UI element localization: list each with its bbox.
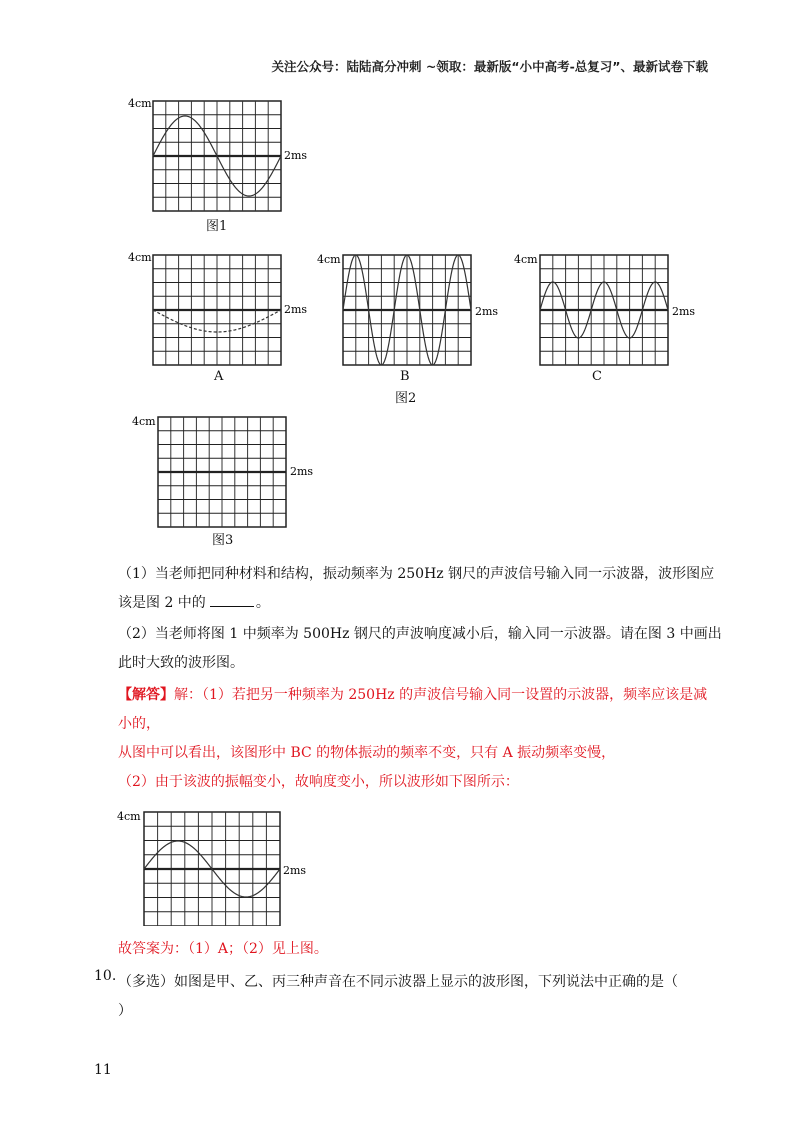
figure-2c-svg: [514, 251, 704, 369]
figure-2c-oscilloscope: [514, 251, 704, 369]
figure-2b-y-label: 4cm: [317, 253, 341, 266]
figure-2c-x-label: 2ms: [672, 305, 696, 318]
question-10-line-1: （多选）如图是甲、乙、丙三种声音在不同示波器上显示的波形图，下列说法中正确的是（: [118, 974, 678, 990]
figure-2a-y-label: 4cm: [128, 251, 152, 264]
figure-1-x-label: 2ms: [284, 149, 308, 162]
question-part-1-end: 。: [255, 595, 270, 611]
figure-2c-y-label: 4cm: [514, 253, 538, 266]
question-part-1-line-1: （1）当老师把同种材料和结构，振动频率为 250Hz 钢尺的声波信号输入同一示波器，波形图应: [118, 566, 715, 582]
figure-2b-caption: B: [400, 369, 410, 384]
figure-2a-oscilloscope: [128, 251, 318, 369]
figure-2a-caption: A: [214, 369, 224, 384]
figure-2-caption: 图2: [395, 391, 417, 406]
final-answer: 故答案为：（1）A；（2）见上图。: [118, 941, 328, 957]
answer-section: [118, 681, 728, 797]
figure-2a-svg: [128, 251, 318, 369]
figure-1-oscilloscope: [128, 97, 318, 215]
figure-2b-svg: [317, 251, 507, 369]
figure-3-x-label: 2ms: [290, 465, 314, 478]
question-part-2-line-2: 此时大致的波形图。: [118, 655, 244, 671]
answer-line-1-cont: 小的，: [118, 716, 160, 732]
answer-line-2: 从图中可以看出，该图形中 BC 的物体振动的频率不变，只有 A 振动频率变慢，: [118, 745, 616, 761]
figure-2b-x-label: 2ms: [475, 305, 499, 318]
figure-2a-x-label: 2ms: [284, 303, 308, 316]
question-10-line-2: ）: [118, 1003, 132, 1019]
question-part-2-line-1: （2）当老师将图 1 中频率为 500Hz 钢尺的声波响度减小后，输入同一示波器。请在图 3 中画出: [118, 626, 722, 642]
figure-1-y-label: 4cm: [128, 97, 152, 110]
page-number: 11: [94, 1062, 112, 1078]
answer-blank[interactable]: [210, 592, 254, 607]
page-header: 关注公众号：陆陆高分冲刺 ~领取：最新版“小中高考-总复习”、最新试卷下载: [271, 59, 708, 74]
figure-3-svg: [132, 413, 322, 531]
figure-1-caption: 图1: [206, 219, 228, 234]
answer-line-3: （2）由于该波的振幅变小，故响度变小，所以波形如下图所示：: [118, 774, 519, 790]
question-part-1-line-2: 该是图 2 中的: [118, 595, 206, 611]
answer-tag: 【解答】: [118, 687, 174, 703]
question-part-1: [118, 560, 728, 618]
question-10-text: [118, 968, 728, 1026]
answer-figure-y-label: 4cm: [117, 810, 141, 823]
answer-figure-svg: [117, 808, 317, 926]
figure-2b-oscilloscope: [317, 251, 507, 369]
question-part-2: [118, 620, 728, 678]
figure-3-caption: 图3: [212, 533, 234, 548]
figure-3-oscilloscope: [132, 413, 322, 531]
figure-2c-caption: C: [592, 369, 602, 384]
answer-line-1: 解：（1）若把另一种频率为 250Hz 的声波信号输入同一设置的示波器，频率应该是减: [174, 687, 708, 703]
figure-1-svg: [128, 97, 318, 215]
figure-3-y-label: 4cm: [132, 415, 156, 428]
answer-figure-x-label: 2ms: [283, 864, 307, 877]
question-10-number: 10.: [94, 968, 117, 984]
answer-figure-oscilloscope: [117, 808, 317, 926]
